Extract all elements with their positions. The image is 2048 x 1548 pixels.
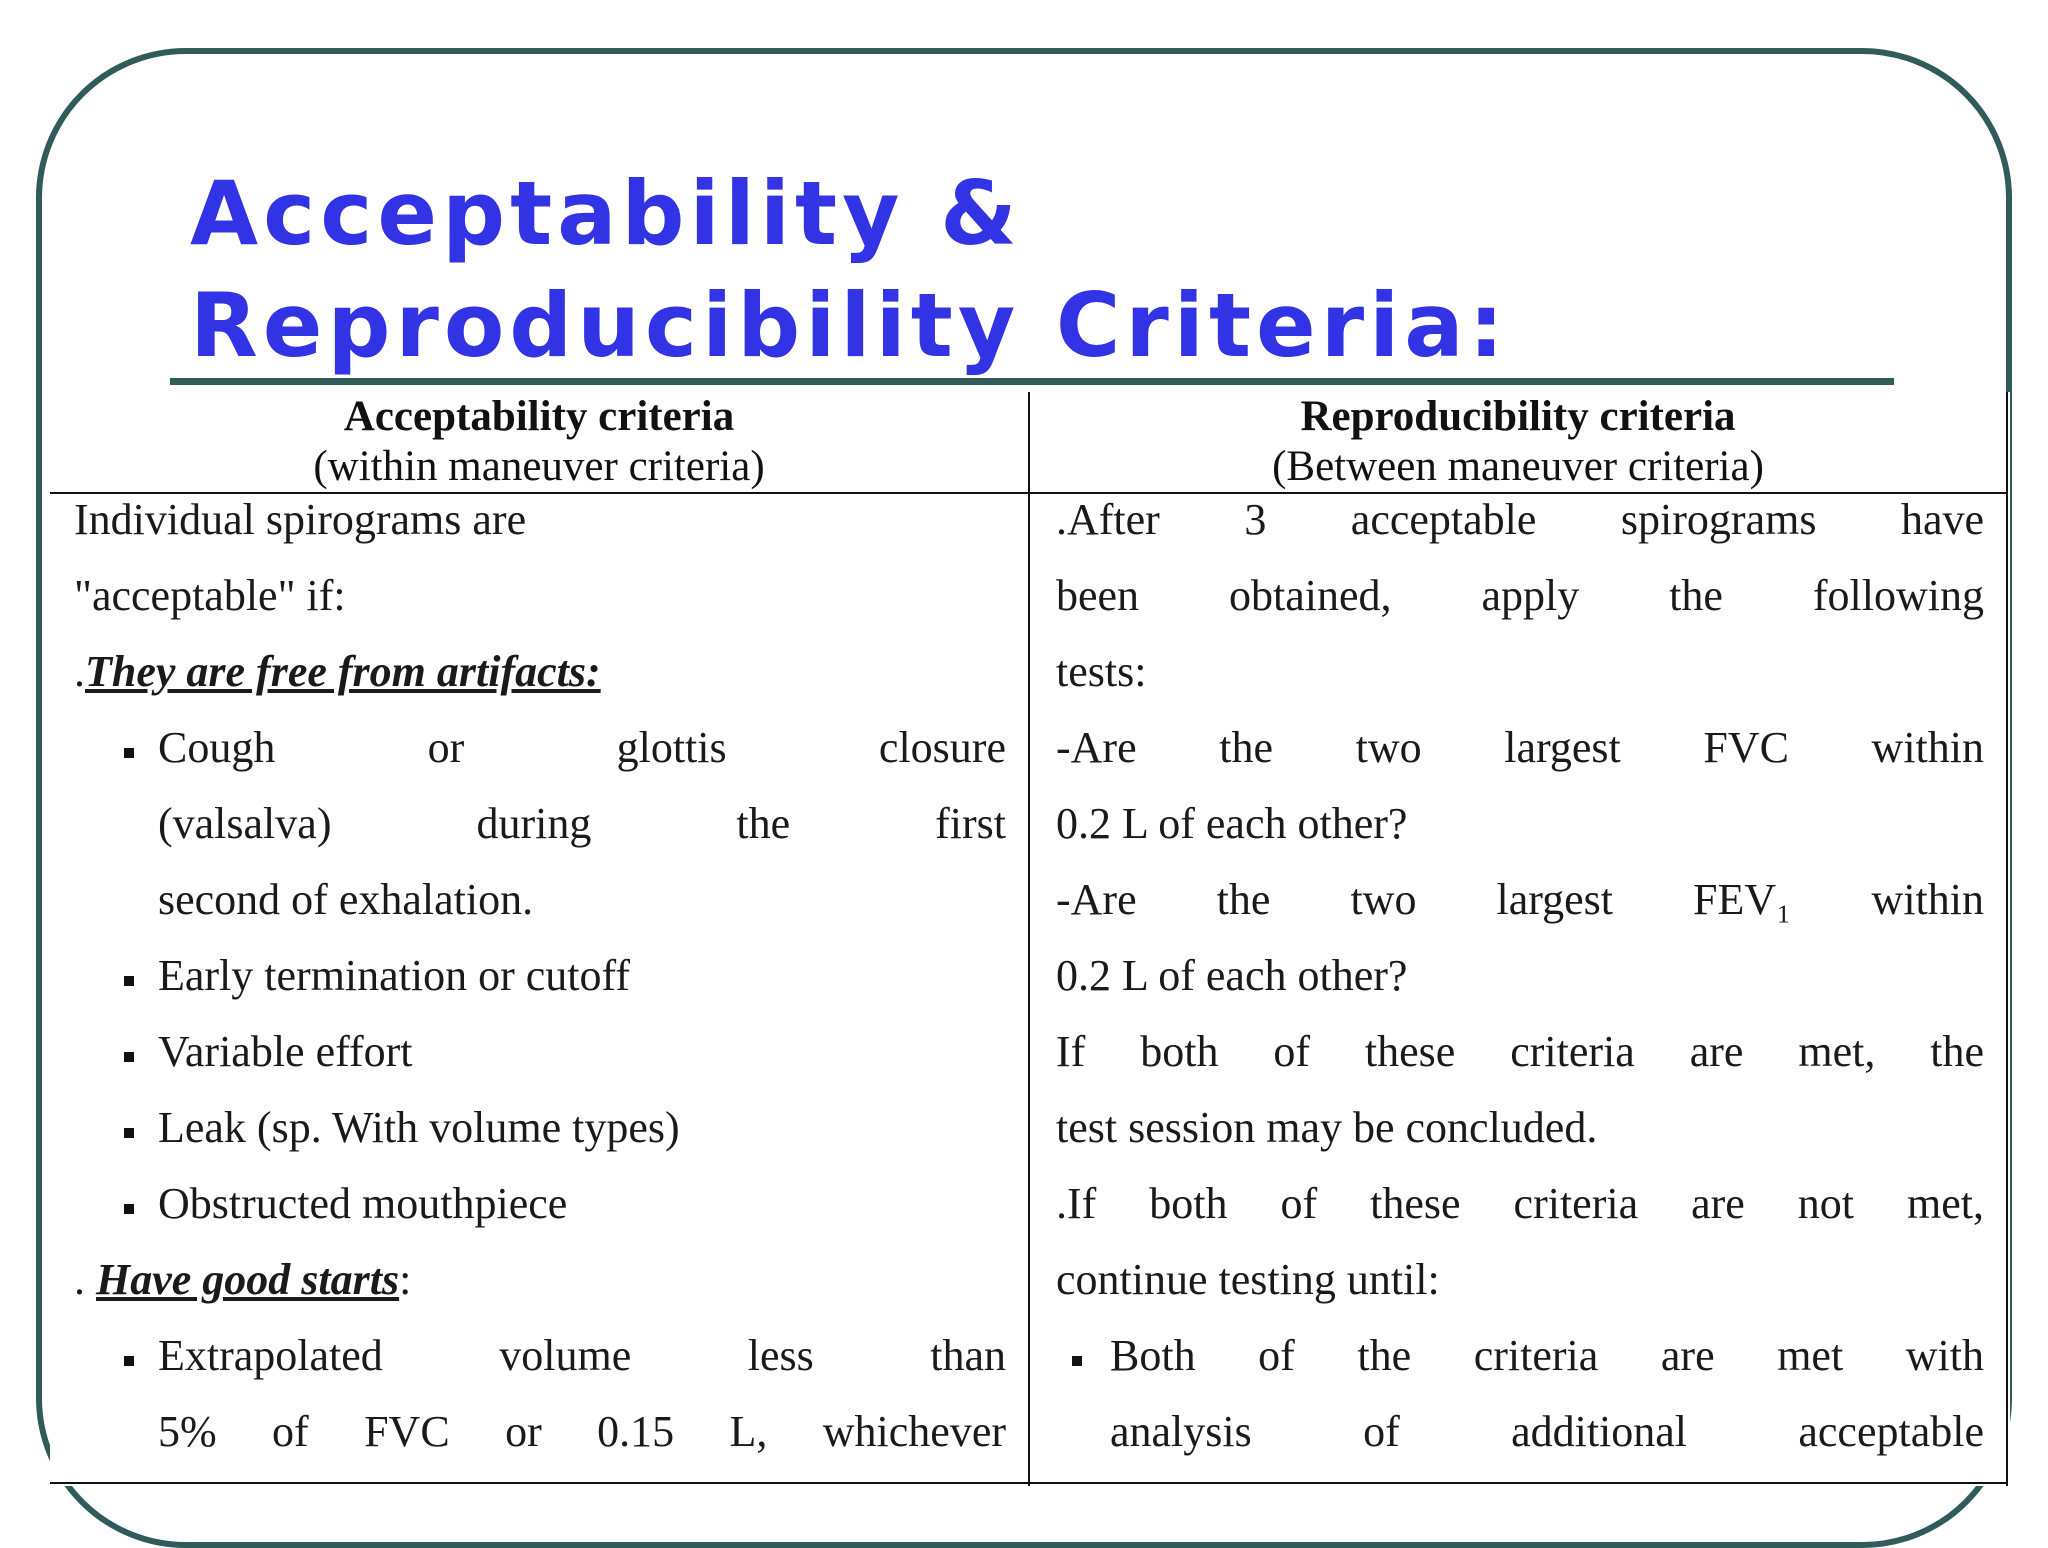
bullet-variable-effort: Variable effort (158, 1027, 413, 1076)
bullet-marker (124, 1204, 134, 1214)
reproducibility-header-subtitle: (Between maneuver criteria) (1272, 443, 1764, 490)
title-underline (170, 378, 1894, 385)
bullet-marker (1072, 1356, 1082, 1366)
right-para-2-line-2: test session may be concluded. (1056, 1103, 1598, 1152)
bullet-extrapolated-line-1: Extrapolated volume less than (158, 1331, 1006, 1380)
bullet-early-termination: Early termination or cutoff (158, 951, 631, 1000)
right-para-2-line-1: If both of these criteria are met, the (1056, 1027, 1984, 1076)
section-heading-artifacts: They are free from artifacts: (85, 647, 601, 696)
acceptability-header (50, 392, 1028, 492)
right-bullet-line-2: analysis of additional acceptable (1110, 1407, 1984, 1456)
acceptability-header-title: Acceptability criteria (343, 393, 735, 440)
left-section-artifacts (74, 646, 601, 698)
right-para-1-line-1: .After 3 acceptable spirograms have (1056, 495, 1984, 544)
right-para-1-line-3: tests: (1056, 647, 1147, 696)
bullet-marker (124, 1128, 134, 1138)
slide-title (190, 158, 1509, 382)
right-question-fvc-line-2: 0.2 L of each other? (1056, 799, 1408, 848)
left-intro-line-2: "acceptable" if: (74, 571, 346, 620)
table-right-border (2006, 392, 2008, 1486)
right-question-fev1-line-2: 0.2 L of each other? (1056, 951, 1408, 1000)
right-para-1-line-2: been obtained, apply the following (1056, 571, 1984, 620)
section-prefix: . (74, 647, 85, 696)
column-divider (1028, 392, 1030, 1486)
bullet-marker (124, 976, 134, 986)
right-bullet-line-1: Both of the criteria are met with (1110, 1331, 1984, 1380)
left-intro-line-1: Individual spirograms are (74, 495, 527, 544)
right-question-fev1-line-1: -Are the two largest FEV₁ within (1056, 875, 1984, 924)
bullet-leak: Leak (sp. With volume types) (158, 1103, 680, 1152)
slide-title-line-2: Reproducibility Criteria: (190, 274, 1509, 377)
bullet-cough-line-3: second of exhalation. (158, 875, 534, 924)
table-bottom-border (50, 1482, 2008, 1484)
bullet-extrapolated-line-2: 5% of FVC or 0.15 L, whichever (158, 1407, 1006, 1456)
reproducibility-header-title: Reproducibility criteria (1300, 393, 1736, 440)
reproducibility-header (1030, 392, 2006, 492)
right-para-3-line-1: .If both of these criteria are not met, (1056, 1179, 1984, 1228)
slide-title-line-1: Acceptability & (190, 162, 1022, 265)
acceptability-header-subtitle: (within maneuver criteria) (313, 443, 765, 490)
left-section-good-starts (74, 1254, 411, 1306)
bullet-marker (124, 748, 134, 758)
bullet-marker (124, 1052, 134, 1062)
bullet-cough-line-1: Cough or glottis closure (158, 723, 1006, 772)
section-suffix: : (399, 1255, 412, 1304)
section-prefix: . (74, 1255, 96, 1304)
bullet-obstructed-mouthpiece: Obstructed mouthpiece (158, 1179, 568, 1228)
bullet-cough-line-2: (valsalva) during the first (158, 799, 1006, 848)
bullet-marker (124, 1356, 134, 1366)
right-para-3-line-2: continue testing until: (1056, 1255, 1440, 1304)
criteria-table (50, 392, 2010, 1486)
section-heading-good-starts: Have good starts (96, 1255, 400, 1304)
right-question-fvc-line-1: -Are the two largest FVC within (1056, 723, 1984, 772)
